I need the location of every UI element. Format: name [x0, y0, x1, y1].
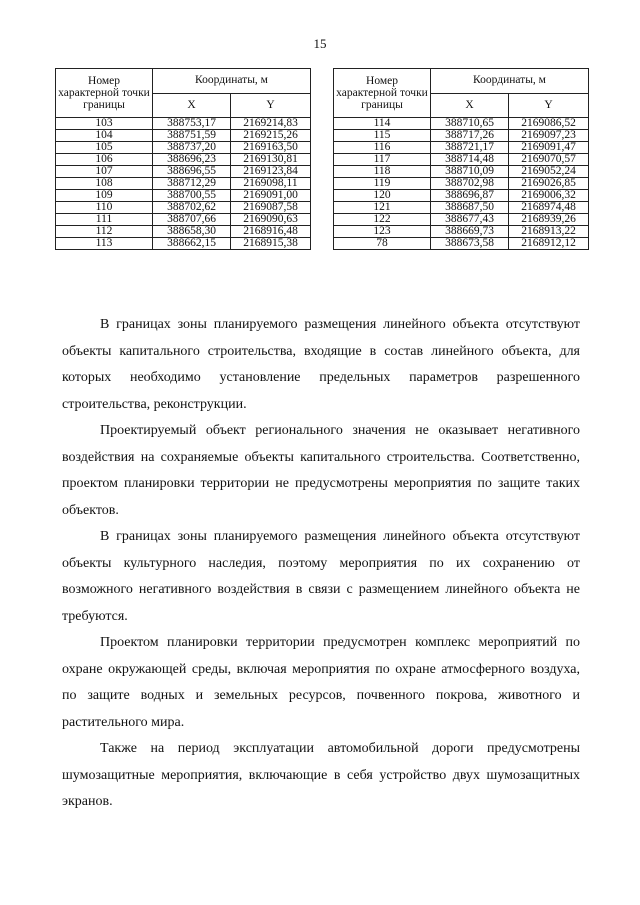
table-row — [56, 238, 311, 250]
table-row — [56, 130, 311, 142]
coordinates-table-left — [55, 68, 311, 250]
table-row — [334, 190, 589, 202]
x-header: X — [153, 93, 231, 118]
y-coordinate-cell: 2168939,26 — [509, 214, 589, 226]
x-coordinate-cell: 388753,17 — [153, 118, 231, 130]
y-coordinate-cell: 2169215,26 — [231, 130, 311, 142]
page-number: 15 — [313, 36, 327, 51]
y-coordinate-cell: 2169090,63 — [231, 214, 311, 226]
table-row — [334, 130, 589, 142]
point-number-cell: 78 — [334, 238, 431, 250]
point-number-cell: 109 — [56, 190, 153, 202]
point-number-cell: 113 — [56, 238, 153, 250]
table-row — [334, 118, 589, 130]
y-coordinate-cell: 2169052,24 — [509, 166, 589, 178]
y-coordinate-cell: 2169098,11 — [231, 178, 311, 190]
table-row — [56, 166, 311, 178]
x-coordinate-cell: 388700,55 — [153, 190, 231, 202]
y-coordinate-cell: 2169006,32 — [509, 190, 589, 202]
point-number-cell: 116 — [334, 142, 431, 154]
x-coordinate-cell: 388714,48 — [431, 154, 509, 166]
x-coordinate-cell: 388737,20 — [153, 142, 231, 154]
point-number-cell: 110 — [56, 202, 153, 214]
y-coordinate-cell: 2168916,48 — [231, 226, 311, 238]
point-number-header: Номер характерной точки границы — [334, 69, 431, 118]
table-row — [334, 142, 589, 154]
table-row — [56, 214, 311, 226]
paragraph: В границах зоны планируемого размещения линейного объекта отсутствуют объекты культурного наследия, поэтому мероприятия по их сохранению от возможного негативного воздействия в связи с размещением линейного объекта не требуются. — [62, 529, 580, 624]
x-coordinate-cell: 388710,09 — [431, 166, 509, 178]
table-row — [56, 154, 311, 166]
y-coordinate-cell: 2169091,47 — [509, 142, 589, 154]
point-number-cell: 112 — [56, 226, 153, 238]
y-coordinate-cell: 2169026,85 — [509, 178, 589, 190]
coordinates-header: Координаты, м — [431, 69, 589, 94]
table-row — [334, 238, 589, 250]
table-row — [334, 166, 589, 178]
x-coordinate-cell: 388696,23 — [153, 154, 231, 166]
table-row — [56, 118, 311, 130]
x-coordinate-cell: 388673,58 — [431, 238, 509, 250]
y-coordinate-cell: 2169091,00 — [231, 190, 311, 202]
table-row — [334, 214, 589, 226]
y-coordinate-cell: 2168915,38 — [231, 238, 311, 250]
coordinates-table-right — [333, 68, 589, 250]
point-number-cell: 120 — [334, 190, 431, 202]
paragraph: Проектируемый объект регионального значения не оказывает негативного воздействия на сохраняемые объекты капитального строительства. Соответственно, проектом планировки территории не предусмотрены мероприятия по защите таких объектов. — [62, 423, 580, 518]
x-coordinate-cell: 388721,17 — [431, 142, 509, 154]
x-coordinate-cell: 388707,66 — [153, 214, 231, 226]
x-coordinate-cell: 388696,87 — [431, 190, 509, 202]
x-coordinate-cell: 388712,29 — [153, 178, 231, 190]
table-row — [56, 226, 311, 238]
paragraph: В границах зоны планируемого размещения линейного объекта отсутствуют объекты капитального строительства, входящие в состав линейного объекта, для которых необходимо установление предельных параметров разрешенного строительства, реконструкции. — [62, 317, 580, 412]
y-coordinate-cell: 2169087,58 — [231, 202, 311, 214]
x-coordinate-cell: 388677,43 — [431, 214, 509, 226]
point-number-cell: 121 — [334, 202, 431, 214]
point-number-cell: 123 — [334, 226, 431, 238]
table-row — [56, 190, 311, 202]
y-header: Y — [509, 93, 589, 118]
point-number-cell: 119 — [334, 178, 431, 190]
point-number-cell: 108 — [56, 178, 153, 190]
point-number-cell: 107 — [56, 166, 153, 178]
y-coordinate-cell: 2169086,52 — [509, 118, 589, 130]
y-coordinate-cell: 2169130,81 — [231, 154, 311, 166]
y-header: Y — [231, 93, 311, 118]
y-coordinate-cell: 2168912,12 — [509, 238, 589, 250]
x-coordinate-cell: 388751,59 — [153, 130, 231, 142]
point-number-header: Номер характерной точки границы — [56, 69, 153, 118]
paragraph: Также на период эксплуатации автомобильной дороги предусмотрены шумозащитные мероприятия, включающие в себя устройство двух шумозащитных экранов. — [62, 741, 580, 809]
y-coordinate-cell: 2169123,84 — [231, 166, 311, 178]
y-coordinate-cell: 2169097,23 — [509, 130, 589, 142]
y-coordinate-cell: 2169214,83 — [231, 118, 311, 130]
point-number-cell: 122 — [334, 214, 431, 226]
x-header: X — [431, 93, 509, 118]
point-number-cell: 111 — [56, 214, 153, 226]
y-coordinate-cell: 2169163,50 — [231, 142, 311, 154]
point-number-cell: 118 — [334, 166, 431, 178]
point-number-cell: 103 — [56, 118, 153, 130]
x-coordinate-cell: 388662,15 — [153, 238, 231, 250]
x-coordinate-cell: 388717,26 — [431, 130, 509, 142]
coordinates-header: Координаты, м — [153, 69, 311, 94]
x-coordinate-cell: 388702,98 — [431, 178, 509, 190]
point-number-cell: 117 — [334, 154, 431, 166]
table-row — [56, 202, 311, 214]
table-row — [56, 142, 311, 154]
table-row — [334, 154, 589, 166]
x-coordinate-cell: 388696,55 — [153, 166, 231, 178]
paragraph: Проектом планировки территории предусмотрен комплекс мероприятий по охране окружающей среды, включая мероприятия по охране атмосферного воздуха, по защите водных и земельных ресурсов, почвенного покрова, животного и растительного мира. — [62, 635, 580, 730]
x-coordinate-cell: 388669,73 — [431, 226, 509, 238]
x-coordinate-cell: 388687,50 — [431, 202, 509, 214]
x-coordinate-cell: 388710,65 — [431, 118, 509, 130]
x-coordinate-cell: 388702,62 — [153, 202, 231, 214]
y-coordinate-cell: 2168913,22 — [509, 226, 589, 238]
point-number-cell: 105 — [56, 142, 153, 154]
point-number-cell: 114 — [334, 118, 431, 130]
y-coordinate-cell: 2169070,57 — [509, 154, 589, 166]
table-row — [334, 178, 589, 190]
point-number-cell: 115 — [334, 130, 431, 142]
table-row — [56, 178, 311, 190]
table-row — [334, 202, 589, 214]
table-row — [334, 226, 589, 238]
x-coordinate-cell: 388658,30 — [153, 226, 231, 238]
point-number-cell: 106 — [56, 154, 153, 166]
body-text — [62, 312, 580, 816]
y-coordinate-cell: 2168974,48 — [509, 202, 589, 214]
point-number-cell: 104 — [56, 130, 153, 142]
